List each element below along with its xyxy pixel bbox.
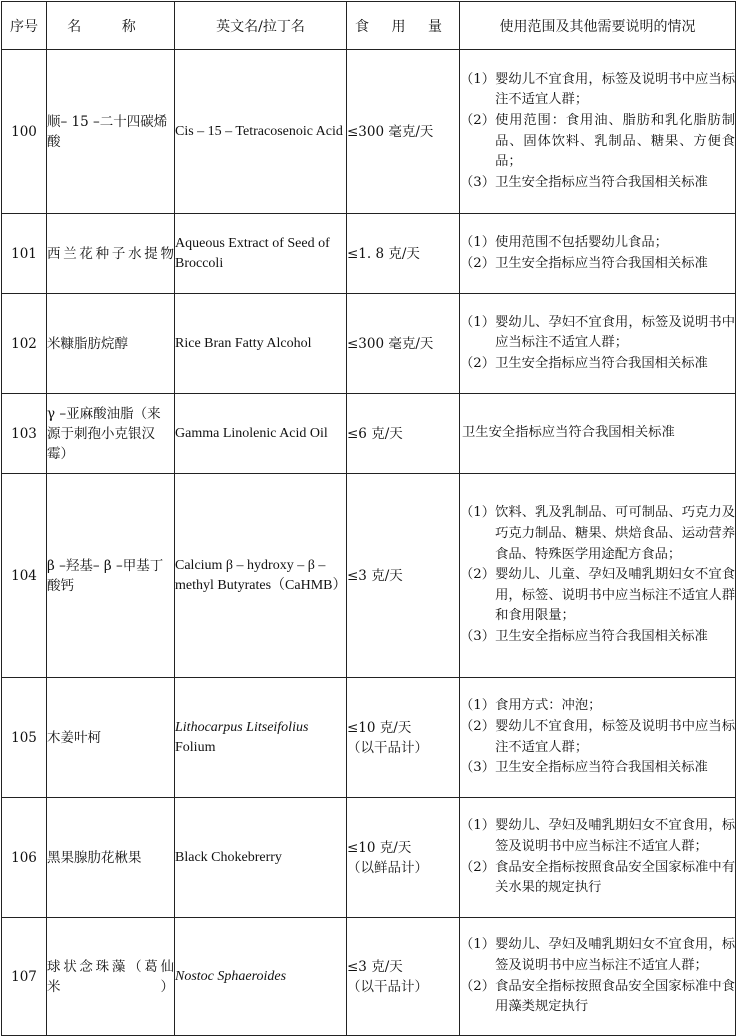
dose-basis: （以干品计） [347, 978, 428, 995]
row-seq: 102 [2, 294, 47, 394]
row-dose [347, 678, 460, 798]
row-name: β –羟基– β –甲基丁酸钙 [47, 474, 175, 678]
note-item: （2） 婴幼儿不宜食用，标签及说明书中应当标注不适宜人群； [460, 718, 735, 755]
row-seq: 104 [2, 474, 47, 678]
dose-amount: ≤10 克/天 [347, 719, 412, 736]
header-dose: 食 用 量 [347, 2, 460, 50]
latin-name: Nostoc Sphaeroides [175, 968, 287, 984]
header-english: 英文名/拉丁名 [175, 2, 347, 50]
row-english-name: Aqueous Extract of Seed of Broccoli [175, 214, 347, 294]
note-item: （3） 卫生安全指标应当符合我国相关标准 [460, 760, 708, 776]
latin-name: Lithocarpus Litseifolius [175, 719, 309, 735]
row-name: 黑果腺肋花楸果 [47, 798, 175, 918]
table-row [2, 50, 736, 214]
note-item: （3） 卫生安全指标应当符合我国相关标准 [460, 628, 708, 644]
note-item: （1） 婴幼儿、孕妇及哺乳期妇女不宜食用，标签及说明书中应当标注不适宜人群； [460, 818, 735, 854]
row-notes [460, 918, 736, 1036]
row-english-name: Gamma Linolenic Acid Oil [175, 394, 347, 474]
row-dose: ≤1. 8 克/天 [347, 214, 460, 294]
table-row [2, 918, 736, 1036]
row-seq: 103 [2, 394, 47, 474]
row-dose [347, 798, 460, 918]
row-name: 顺– 15 –二十四碳烯酸 [47, 50, 175, 214]
row-english-name: Black Chokebrerry [175, 798, 347, 918]
note-item: （1） 婴幼儿、孕妇及哺乳期妇女不宜食用，标签及说明书中应当标注不适宜人群； [460, 937, 735, 973]
row-english-name [175, 918, 347, 1036]
dose-amount: ≤10 克/天 [347, 839, 412, 856]
dose-amount: ≤3 克/天 [347, 958, 403, 975]
note-item: （2） 卫生安全指标应当符合我国相关标准 [460, 255, 708, 271]
food-ingredient-table [1, 1, 736, 1036]
dose-basis: （以鲜品计） [347, 859, 428, 876]
row-seq: 100 [2, 50, 47, 214]
row-english-name: Rice Bran Fatty Alcohol [175, 294, 347, 394]
note-item: （2） 使用范围：食用油、脂肪和乳化脂肪制品、固体饮料、乳制品、糖果、方便食品； [460, 112, 735, 170]
header-notes: 使用范围及其他需要说明的情况 [460, 2, 736, 50]
row-dose: ≤300 毫克/天 [347, 50, 460, 214]
latin-name-suffix: Folium [175, 739, 216, 755]
row-english-name [175, 678, 347, 798]
note-item: （3） 卫生安全指标应当符合我国相关标准 [460, 174, 708, 190]
table-row [2, 798, 736, 918]
row-notes [460, 294, 736, 394]
table-row [2, 394, 736, 474]
row-seq: 106 [2, 798, 47, 918]
row-english-name: Cis – 15 – Tetracosenoic Acid [175, 50, 347, 214]
row-dose: ≤3 克/天 [347, 474, 460, 678]
note-item: （1） 使用范围不包括婴幼儿食品； [460, 234, 668, 250]
row-seq: 107 [2, 918, 47, 1036]
note-item: （1） 饮料、乳及乳制品、可可制品、巧克力及巧克力制品、糖果、烘焙食品、运动营养食品、特殊医学用途配方食品； [460, 505, 735, 562]
table-row [2, 214, 736, 294]
row-name: γ –亚麻酸油脂（来源于刺孢小克银汉霉） [47, 394, 175, 474]
row-notes [460, 50, 736, 214]
row-notes [460, 214, 736, 294]
row-dose [347, 918, 460, 1036]
note-item: （1） 食用方式：冲泡； [460, 698, 602, 714]
note-item: （1） 婴幼儿、孕妇不宜食用，标签及说明书中应当标注不适宜人群； [460, 314, 735, 351]
note-item: （2） 食品安全指标按照食品安全国家标准中有关水果的规定执行 [460, 859, 735, 896]
row-english-name: Calcium β – hydroxy – β – methyl Butyrates（CaHMB） [175, 474, 347, 678]
row-dose: ≤300 毫克/天 [347, 294, 460, 394]
note-text: 卫生安全指标应当符合我国相关标准 [462, 425, 675, 441]
note-item: （2） 婴幼儿、儿童、孕妇及哺乳期妇女不宜食用，标签、说明书中应当标注不适宜人群和食用限量； [460, 567, 735, 624]
header-seq: 序号 [2, 2, 47, 50]
note-item: （2） 卫生安全指标应当符合我国相关标准 [460, 355, 708, 371]
row-seq: 105 [2, 678, 47, 798]
row-name: 球状念珠藻（葛仙米） [47, 918, 175, 1036]
table-row [2, 678, 736, 798]
table-row [2, 294, 736, 394]
dose-basis: （以干品计） [347, 739, 428, 756]
header-name: 名 称 [47, 2, 175, 50]
note-item: （1） 婴幼儿不宜食用，标签及说明书中应当标注不适宜人群； [460, 71, 735, 108]
row-notes [460, 678, 736, 798]
table-header-row [2, 2, 736, 50]
row-dose: ≤6 克/天 [347, 394, 460, 474]
row-name: 木姜叶柯 [47, 678, 175, 798]
note-item: （2） 食品安全指标按照食品安全国家标准中食用藻类规定执行 [460, 978, 735, 1015]
row-notes [460, 394, 736, 474]
row-seq: 101 [2, 214, 47, 294]
row-name: 米糠脂肪烷醇 [47, 294, 175, 394]
table-row [2, 474, 736, 678]
row-name: 西兰花种子水提物 [47, 214, 175, 294]
row-notes [460, 798, 736, 918]
row-notes [460, 474, 736, 678]
